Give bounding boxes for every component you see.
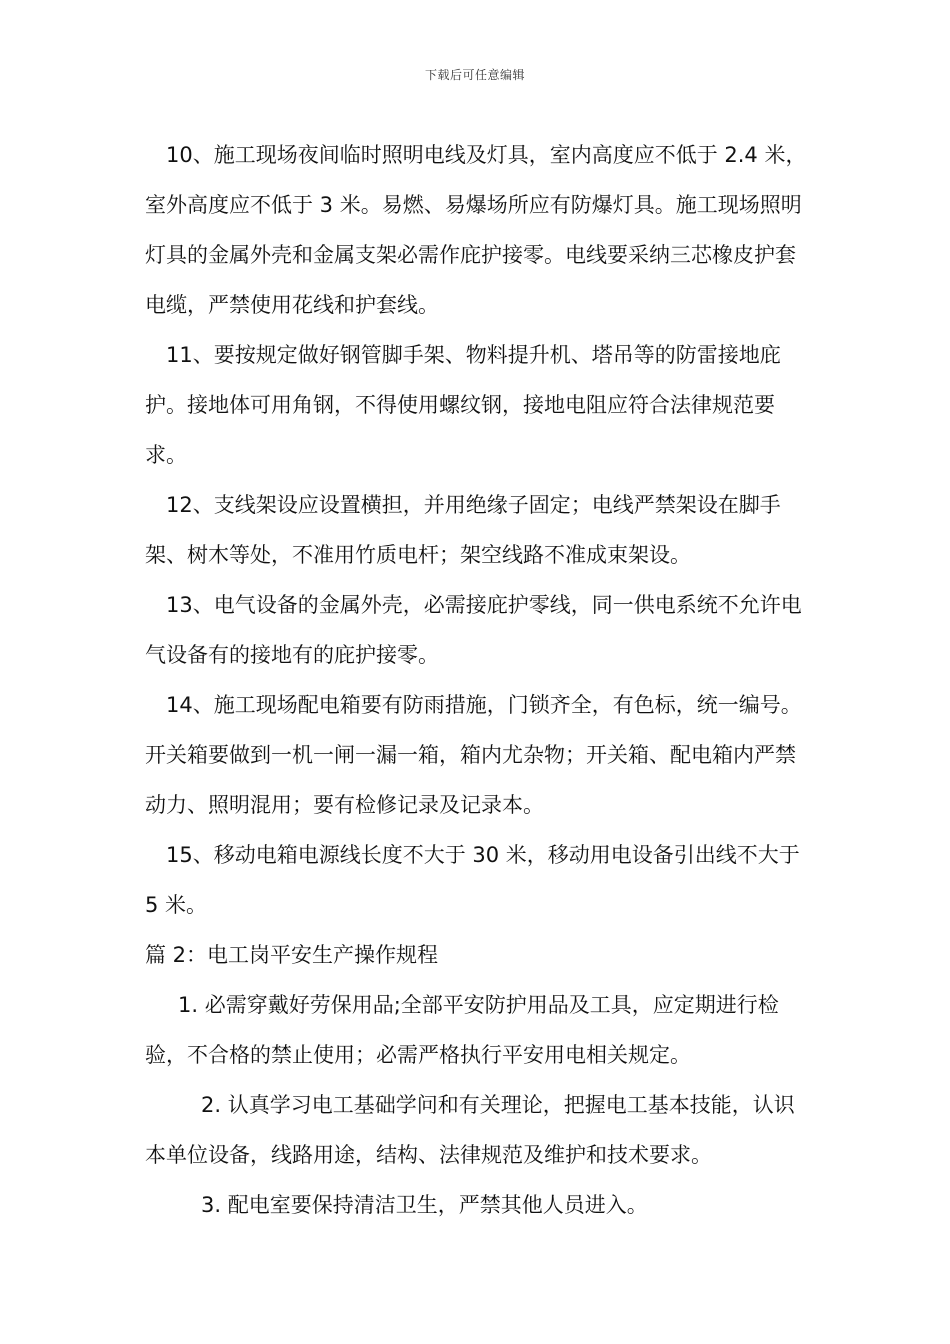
paragraph-15: 15、移动电箱电源线长度不大于 30 米，移动用电设备引出线不大于 5 米。 <box>145 843 800 917</box>
paragraph-10: 10、施工现场夜间临时照明电线及灯具，室内高度应不低于 2.4 米，室外高度应不低于 3 米。易燃、易爆场所应有防爆灯具。施工现场照明灯具的金属外壳和金属支架必需作庇护接零。电线要采纳三芯橡皮护套电缆，严禁使用花线和护套线。 <box>145 143 807 317</box>
paragraph-11: 11、要按规定做好钢管脚手架、物料提升机、塔吊等的防雷接地庇护。接地体可用角钢，不得使用螺纹钢，接地电阻应符合法律规范要求。 <box>145 343 781 467</box>
rule-3: 3. 配电室要保持清洁卫生，严禁其他人员进入。 <box>201 1193 648 1217</box>
page-header: 下载后可任意编辑 <box>424 68 525 82</box>
paragraph-13: 13、电气设备的金属外壳，必需接庇护零线，同一供电系统不允许电气设备有的接地有的庇护接零。 <box>145 593 802 667</box>
rule-2: 2. 认真学习电工基础学问和有关理论，把握电工基本技能，认识本单位设备，线路用途，结构、法律规范及维护和技术要求。 <box>145 1093 795 1167</box>
rule-1: 1. 必需穿戴好劳保用品;全部平安防护用品及工具，应定期进行检验，不合格的禁止使用；必需严格执行平安用电相关规定。 <box>145 993 779 1067</box>
section-heading: 篇 2：电工岗平安生产操作规程 <box>145 943 439 967</box>
document-body <box>145 130 815 1230</box>
paragraph-12: 12、支线架设应设置横担，并用绝缘子固定；电线严禁架设在脚手架、树木等处，不准用竹质电杆；架空线路不准成束架设。 <box>145 493 781 567</box>
paragraph-14: 14、施工现场配电箱要有防雨措施，门锁齐全，有色标，统一编号。开关箱要做到一机一闸一漏一箱，箱内尤杂物；开关箱、配电箱内严禁动力、照明混用；要有检修记录及记录本。 <box>145 693 802 817</box>
